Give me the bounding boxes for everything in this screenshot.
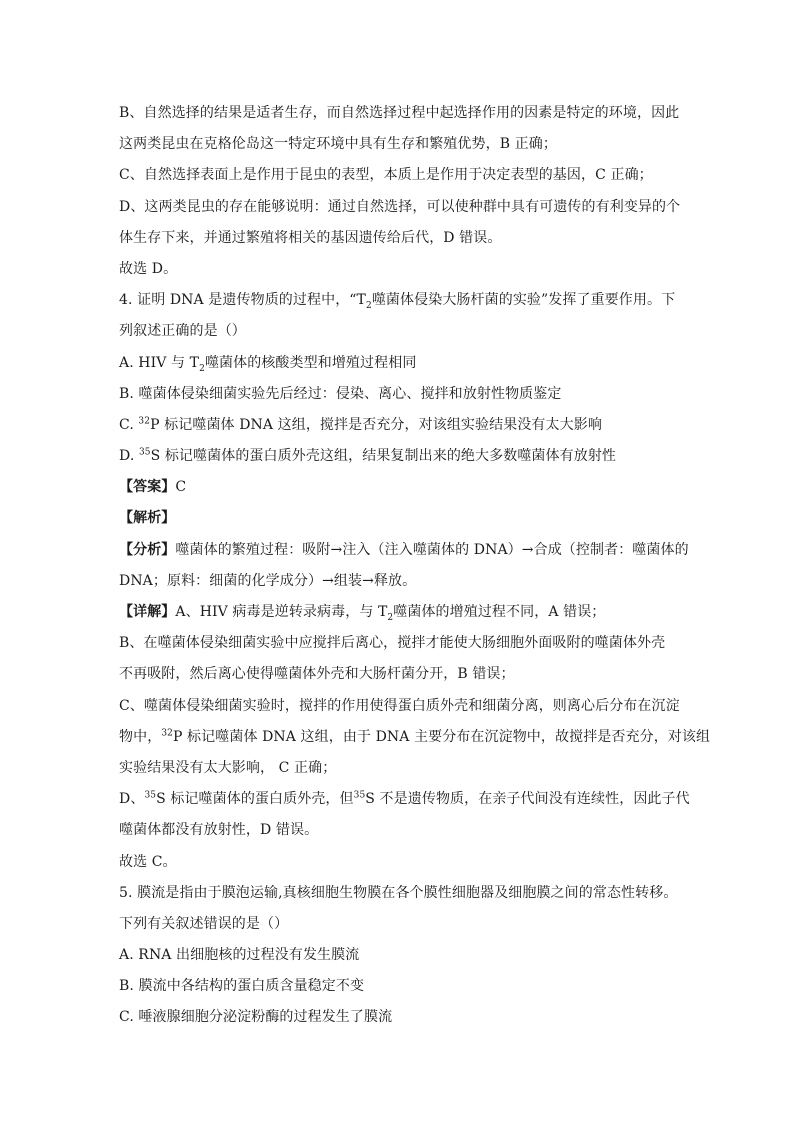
question-4-stem: 列叙述正确的是（） <box>119 323 246 340</box>
question-4-option-c: C. $^{32}$P 标记噬菌体 DNA 这组，搅拌是否充分，对该组实验结果没有太大影响 <box>119 416 602 433</box>
detail-line: 【详解】A、HIV 病毒是逆转录病毒，与 $T_2$噬菌体的增殖过程不同，A 错误； <box>119 604 606 623</box>
text-line: 故选 D。 <box>119 260 178 277</box>
choice-line: 故选 C。 <box>119 853 177 870</box>
detail-line: B、在噬菌体侵染细菌实验中应搅拌后离心，搅拌才能使大肠细胞外面吸附的噬菌体外壳 <box>119 635 666 652</box>
text-line: C、自然选择表面上是作用于昆虫的表型，本质上是作用于决定表型的基因，C 正确； <box>119 167 653 184</box>
document-page <box>119 98 711 1034</box>
question-5-stem: 5. 膜流是指由于膜泡运输,真核细胞生物膜在各个膜性细胞器及细胞膜之间的常态性转移。 <box>119 884 678 901</box>
answer-value: C <box>175 479 187 496</box>
analysis-line: 【分析】噬菌体的繁殖过程：吸附→注入（注入噬菌体的 DNA）→合成（控制者：噬菌体的 <box>119 541 689 558</box>
detail-line: 物中，$^{32}$P 标记噬菌体 DNA 这组，由于 DNA 主要分布在沉淀物中，故搅拌是否充分，对该组 <box>119 728 711 745</box>
question-5-option-a: A. RNA 出细胞核的过程没有发生膜流 <box>119 947 360 964</box>
analysis-tag: 【解析】 <box>119 510 176 527</box>
question-5-stem: 下列有关叙述错误的是（） <box>119 915 289 932</box>
detail-line: 噬菌体都没有放射性，D 错误。 <box>119 822 319 839</box>
fenxi-tag: 【分析】 <box>119 541 176 558</box>
question-5-option-c: C. 唾液腺细胞分泌淀粉酶的过程发生了膜流 <box>119 1009 393 1026</box>
text-line: 体生存下来，并通过繁殖将相关的基因遗传给后代，D 错误。 <box>119 229 502 246</box>
question-4-stem: 4. 证明 DNA 是遗传物质的过程中，“$T_2$噬菌体侵染大肠杆菌的实验”发挥了重要作用。下 <box>119 292 676 311</box>
analysis-line: DNA；原料：细菌的化学成分）→组装→释放。 <box>119 572 417 589</box>
detail-line: 实验结果没有太大影响， C 正确； <box>119 759 337 776</box>
question-5-option-b: B. 膜流中各结构的蛋白质含量稳定不变 <box>119 978 365 995</box>
question-4-option-a: A. HIV 与 $T_2$噬菌体的核酸类型和增殖过程相同 <box>119 354 417 374</box>
text-line: B、自然选择的结果是适者生存，而自然选择过程中起选择作用的因素是特定的环境，因此 <box>119 105 680 121</box>
xiangjie-tag: 【详解】 <box>119 604 176 620</box>
question-4-option-b: B. 噬菌体侵染细菌实验先后经过：侵染、离心、搅拌和放射性物质鉴定 <box>119 385 562 402</box>
detail-line: C、噬菌体侵染细菌实验时，搅拌的作用使得蛋白质外壳和细菌分离，则离心后分布在沉淀 <box>119 697 680 714</box>
text-line: 这两类昆虫在克格伦岛这一特定环境中具有生存和繁殖优势，B 正确； <box>119 136 557 153</box>
answer-line <box>119 472 679 503</box>
detail-line: 不再吸附，然后离心使得噬菌体外壳和大肠杆菌分开，B 错误； <box>119 666 515 683</box>
answer-tag: 【答案】 <box>119 479 176 496</box>
text-line: D、这两类昆虫的存在能够说明：通过自然选择，可以使种群中具有可遗传的有利变异的个 <box>119 198 681 215</box>
detail-line: D、$^{35}$S 标记噬菌体的蛋白质外壳，但$^{35}$S 不是遗传物质，在亲子代间没有连续性，因此子代 <box>119 790 690 808</box>
question-4-option-d: D. $^{35}$S 标记噬菌体的蛋白质外壳这组，结果复制出来的绝大多数噬菌体有放射性 <box>119 447 617 465</box>
